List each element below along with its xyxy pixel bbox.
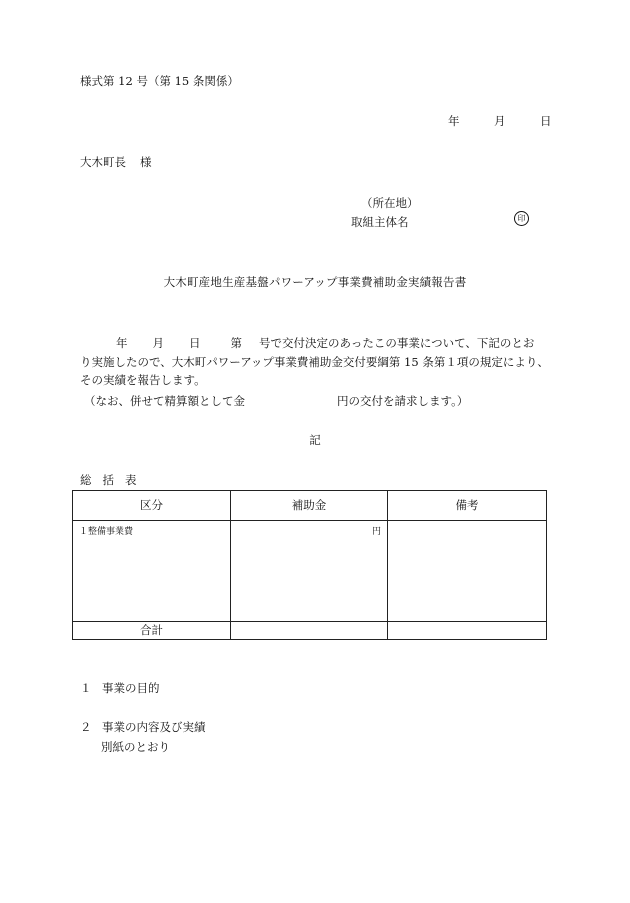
cell-category: １整備事業費 bbox=[73, 521, 231, 622]
body-paragraph bbox=[80, 334, 552, 390]
document-title: 大木町産地生産基盤パワーアップ事業費補助金実績報告書 bbox=[163, 275, 467, 289]
body-line-1 bbox=[80, 334, 552, 353]
item-content bbox=[80, 721, 206, 735]
total-remarks bbox=[388, 622, 547, 640]
body-year: 年 bbox=[116, 336, 128, 350]
cell-remarks bbox=[388, 521, 547, 622]
column-header-remarks: 備考 bbox=[388, 491, 547, 521]
date-year: 年 bbox=[448, 114, 460, 128]
date-day: 日 bbox=[540, 114, 552, 128]
seal-mark: 印 bbox=[514, 211, 529, 226]
form-number: 様式第 12 号（第 15 条関係） bbox=[80, 74, 239, 88]
addressee bbox=[80, 156, 152, 170]
total-label: 合計 bbox=[73, 622, 231, 640]
claim-note-start: （なお、併せて精算額として金 bbox=[84, 394, 245, 408]
address-label: （所在地） bbox=[361, 196, 419, 210]
item-label: 事業の目的 bbox=[102, 681, 160, 695]
body-dai: 第 bbox=[230, 336, 242, 350]
total-amount bbox=[231, 622, 388, 640]
item-content-note: 別紙のとおり bbox=[101, 740, 170, 754]
body-day: 日 bbox=[189, 336, 201, 350]
item-purpose bbox=[80, 682, 160, 696]
summary-heading: 総括表 bbox=[80, 473, 148, 487]
ki-heading: 記 bbox=[309, 433, 321, 447]
body-line-3: その実績を報告します。 bbox=[80, 373, 206, 387]
item-label: 事業の内容及び実績 bbox=[102, 720, 206, 734]
column-header-subsidy: 補助金 bbox=[231, 491, 388, 521]
item-number: ２ bbox=[80, 720, 92, 734]
claim-note bbox=[84, 395, 468, 409]
total-row bbox=[73, 622, 547, 640]
summary-table bbox=[72, 490, 547, 640]
table-row bbox=[73, 521, 547, 622]
claim-note-end: 円の交付を請求します。） bbox=[337, 394, 469, 408]
body-line-1-rest: 号で交付決定のあったこの事業について、下記のとお bbox=[259, 336, 535, 350]
summary-header-row bbox=[73, 491, 547, 521]
addressee-honorific: 様 bbox=[140, 155, 152, 169]
item-number: １ bbox=[80, 681, 92, 695]
date-month: 月 bbox=[494, 114, 506, 128]
addressee-name: 大木町長 bbox=[80, 155, 126, 169]
body-line-2: り実施したので、大木町パワーアップ事業費補助金交付要綱第 15 条第１項の規定により、 bbox=[80, 354, 549, 369]
organization-name-label: 取組主体名 bbox=[351, 215, 409, 229]
column-header-category: 区分 bbox=[73, 491, 231, 521]
body-month: 月 bbox=[152, 336, 164, 350]
cell-subsidy-amount: 円 bbox=[231, 521, 388, 622]
